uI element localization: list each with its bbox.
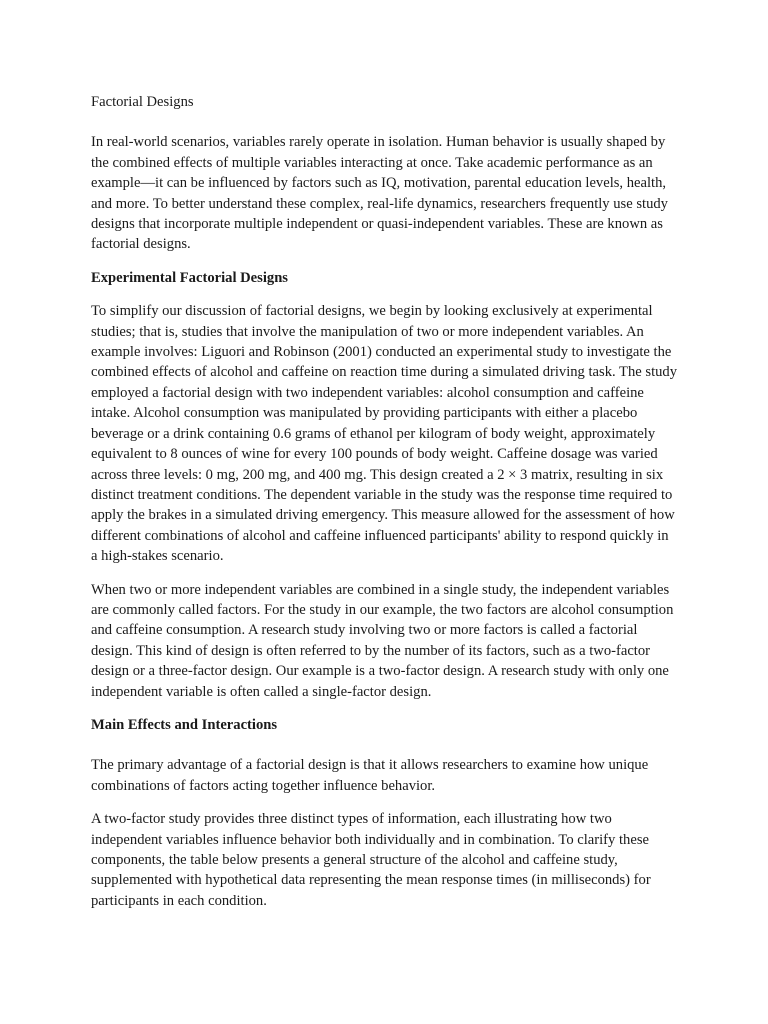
document-body [91,92,677,924]
experimental-paragraph-2: When two or more independent variables are combined in a single study, the independent variables are commonly called factors. For the study in our example, the two factors are alcohol consumption and caffeine consumption. A research study involving two or more factors is called a factorial design. This kind of design is often referred to by the number of its factors, such as a two-factor design or a three-factor design. Our example is a two-factor design. A research study with only one independent variable is often called a single-factor design. [91,581,674,700]
main-effects-paragraph-2: A two-factor study provides three distinct types of information, each illustrating how two independent variables influence behavior both individually and in combination. To clarify these components, the table below presents a general structure of the alcohol and caffeine study, supplemented with hypothetical data representing the mean response times (in milliseconds) for participants in each condition. [91,811,651,909]
main-effects-paragraph-1: The primary advantage of a factorial design is that it allows researchers to examine how unique combinations of factors acting together influence behavior. [91,757,649,794]
experimental-paragraph-1: To simplify our discussion of factorial designs, we begin by looking exclusively at experimental studies; that is, studies that involve the manipulation of two or more independent variables. An example involves: Liguori and Robinson (2001) conducted an experimental study to investigate the combined effects of alcohol and caffeine on reaction time during a simulated driving task. The study employed a factorial design with two independent variables: alcohol consumption and caffeine intake. Alcohol consumption was manipulated by providing participants with either a placebo beverage or a drink containing 0.6 grams of ethanol per kilogram of body weight, approximately equivalent to 8 ounces of wine for every 100 pounds of body weight. Caffeine dosage was varied across three levels: 0 mg, 200 mg, and 400 mg. This design created a 2 × 3 matrix, resulting in six distinct treatment conditions. The dependent variable in the study was the response time required to apply the brakes in a simulated driving emergency. This measure allowed for the assessment of how different combinations of alcohol and caffeine influenced participants' ability to respond quickly in a high-stakes scenario. [91,303,678,565]
section-heading-experimental-factorial-designs: Experimental Factorial Designs [91,269,288,286]
intro-paragraph: In real-world scenarios, variables rarely operate in isolation. Human behavior is usually shaped by the combined effects of multiple variables interacting at once. Take academic performance as an example—it can be influenced by factors such as IQ, motivation, parental education levels, health, and more. To better understand these complex, real-life dynamics, researchers frequently use study designs that incorporate multiple independent or quasi-independent variables. These are known as factorial designs. [91,134,668,253]
section-heading-main-effects: Main Effects and Interactions [91,716,278,733]
document-title: Factorial Designs [91,94,194,110]
